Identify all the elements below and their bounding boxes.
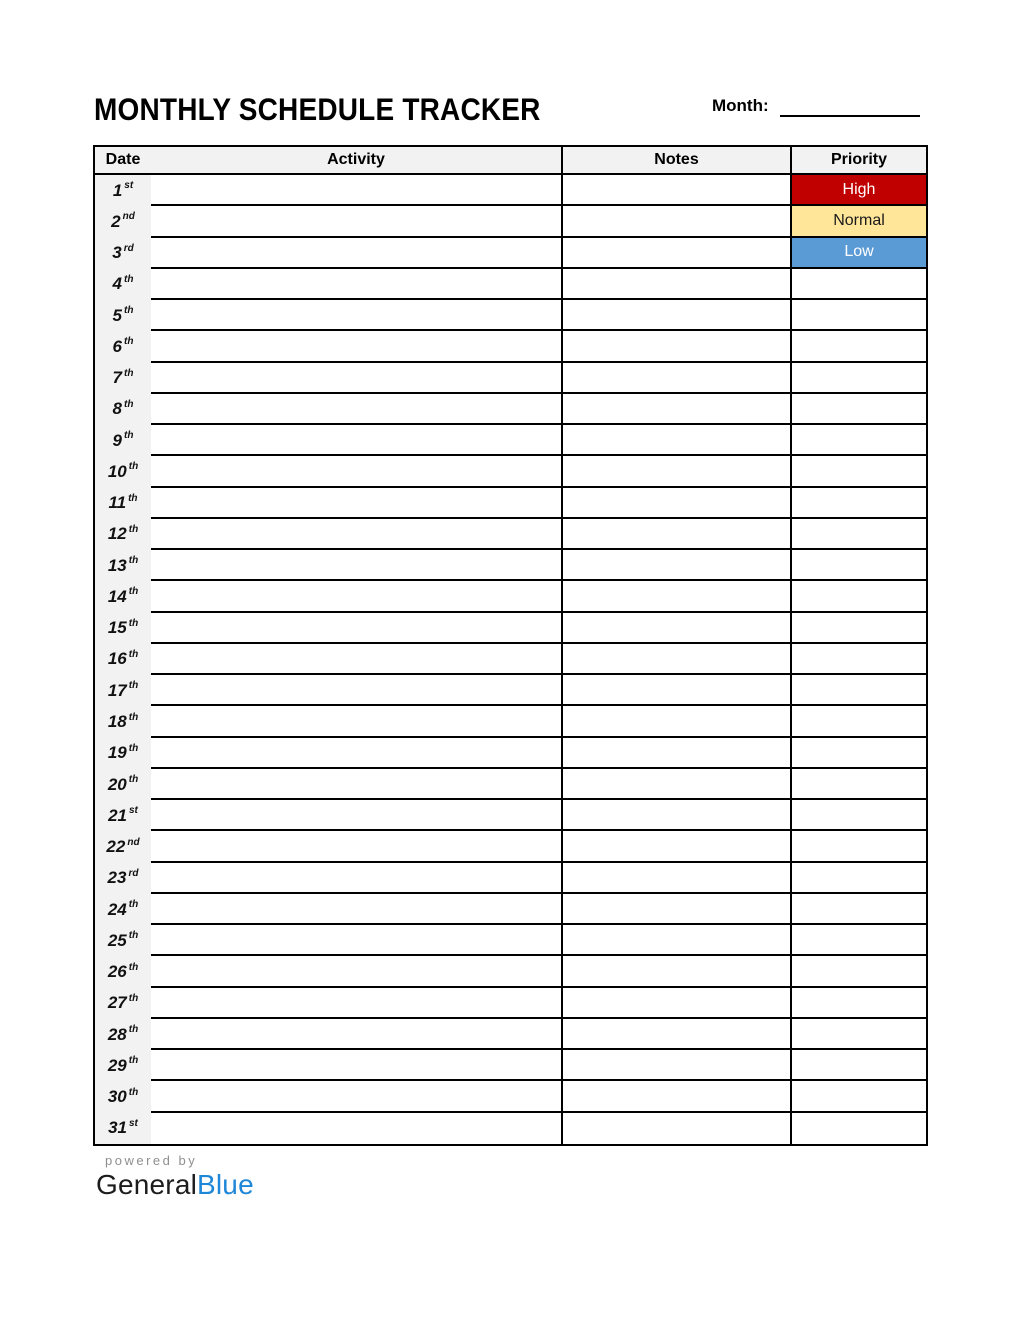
date-ordinal-suffix: th bbox=[128, 586, 139, 598]
notes-cell[interactable] bbox=[563, 1019, 792, 1050]
date-ordinal-suffix: th bbox=[128, 1024, 139, 1036]
date-ordinal-suffix: th bbox=[128, 461, 139, 473]
priority-cell[interactable] bbox=[792, 300, 926, 331]
notes-cell[interactable] bbox=[563, 863, 792, 894]
date-number: 29 bbox=[107, 1055, 127, 1075]
notes-cell[interactable] bbox=[563, 675, 792, 706]
table-header-row bbox=[95, 147, 926, 175]
notes-cell[interactable] bbox=[563, 394, 792, 425]
table-row bbox=[95, 769, 926, 800]
activity-cell[interactable] bbox=[151, 206, 563, 237]
date-cell bbox=[95, 425, 151, 456]
activity-cell[interactable] bbox=[151, 706, 563, 737]
date-cell bbox=[95, 394, 151, 425]
date-ordinal-suffix: th bbox=[128, 961, 139, 973]
date-ordinal-suffix: th bbox=[128, 774, 139, 786]
table-row bbox=[95, 1081, 926, 1112]
date-cell bbox=[95, 331, 151, 362]
activity-cell[interactable] bbox=[151, 800, 563, 831]
date-cell bbox=[95, 831, 151, 862]
date-number: 11 bbox=[108, 493, 127, 513]
date-ordinal-suffix: st bbox=[129, 1117, 138, 1129]
column-header-notes: Notes bbox=[563, 147, 792, 173]
date-number: 4 bbox=[112, 274, 122, 294]
notes-cell[interactable] bbox=[563, 269, 792, 300]
table-row bbox=[95, 1113, 926, 1144]
notes-cell[interactable] bbox=[563, 1050, 792, 1081]
notes-cell[interactable] bbox=[563, 613, 792, 644]
date-number: 22 bbox=[106, 837, 126, 857]
activity-cell[interactable] bbox=[151, 363, 563, 394]
date-cell bbox=[95, 206, 151, 237]
date-ordinal-suffix: rd bbox=[123, 242, 134, 254]
activity-cell[interactable] bbox=[151, 331, 563, 362]
priority-cell[interactable] bbox=[792, 456, 926, 487]
date-number: 5 bbox=[112, 305, 122, 325]
date-ordinal-suffix: th bbox=[128, 711, 139, 723]
table-body bbox=[95, 175, 926, 1144]
date-cell bbox=[95, 550, 151, 581]
date-number: 9 bbox=[112, 430, 122, 450]
priority-cell-low[interactable]: Low bbox=[792, 238, 926, 269]
date-cell bbox=[95, 675, 151, 706]
page-title: MONTHLY SCHEDULE TRACKER bbox=[94, 92, 541, 127]
priority-cell[interactable] bbox=[792, 394, 926, 425]
date-cell bbox=[95, 644, 151, 675]
date-ordinal-suffix: th bbox=[128, 492, 138, 504]
table-row bbox=[95, 519, 926, 550]
date-ordinal-suffix: th bbox=[124, 367, 134, 379]
notes-cell[interactable] bbox=[563, 738, 792, 769]
table-row bbox=[95, 206, 926, 237]
date-number: 18 bbox=[107, 712, 127, 731]
date-cell bbox=[95, 519, 151, 550]
activity-cell[interactable] bbox=[151, 456, 563, 487]
priority-cell[interactable] bbox=[792, 363, 926, 394]
priority-cell[interactable] bbox=[792, 675, 926, 706]
activity-cell[interactable] bbox=[151, 769, 563, 800]
table-row bbox=[95, 988, 926, 1019]
table-row bbox=[95, 425, 926, 456]
date-cell bbox=[95, 613, 151, 644]
date-cell bbox=[95, 1081, 151, 1112]
notes-cell[interactable] bbox=[563, 800, 792, 831]
notes-cell[interactable] bbox=[563, 769, 792, 800]
activity-cell[interactable] bbox=[151, 831, 563, 862]
table-row bbox=[95, 738, 926, 769]
logo-text-blue: Blue bbox=[197, 1169, 254, 1200]
table-row bbox=[95, 269, 926, 300]
activity-cell[interactable] bbox=[151, 1050, 563, 1081]
priority-cell[interactable] bbox=[792, 738, 926, 769]
date-number: 10 bbox=[107, 461, 127, 481]
notes-cell[interactable] bbox=[563, 831, 792, 862]
notes-cell[interactable] bbox=[563, 988, 792, 1019]
date-number: 25 bbox=[107, 930, 127, 950]
activity-cell[interactable] bbox=[151, 613, 563, 644]
date-ordinal-suffix: th bbox=[128, 742, 139, 754]
date-number: 2 bbox=[111, 211, 121, 231]
priority-cell-normal[interactable]: Normal bbox=[792, 206, 926, 237]
priority-cell-high[interactable]: High bbox=[792, 175, 926, 206]
date-cell bbox=[95, 456, 151, 487]
date-cell bbox=[95, 706, 151, 737]
activity-cell[interactable] bbox=[151, 300, 563, 331]
date-number: 1 bbox=[112, 180, 123, 200]
priority-cell[interactable] bbox=[792, 925, 926, 956]
date-ordinal-suffix: rd bbox=[128, 867, 139, 879]
table-row bbox=[95, 863, 926, 894]
date-ordinal-suffix: th bbox=[124, 273, 134, 285]
date-number: 21 bbox=[108, 805, 127, 825]
date-number: 8 bbox=[112, 399, 122, 419]
table-row bbox=[95, 394, 926, 425]
date-number: 17 bbox=[107, 680, 127, 700]
month-field bbox=[712, 95, 920, 117]
schedule-table bbox=[93, 145, 928, 1146]
table-row bbox=[95, 925, 926, 956]
date-ordinal-suffix: nd bbox=[127, 836, 140, 848]
date-number: 7 bbox=[112, 368, 122, 388]
table-row bbox=[95, 238, 926, 269]
date-cell bbox=[95, 269, 151, 300]
notes-cell[interactable] bbox=[563, 894, 792, 925]
activity-cell[interactable] bbox=[151, 894, 563, 925]
date-cell bbox=[95, 175, 151, 206]
date-ordinal-suffix: st bbox=[129, 805, 138, 817]
notes-cell[interactable] bbox=[563, 331, 792, 362]
date-number: 24 bbox=[107, 899, 127, 919]
activity-cell[interactable] bbox=[151, 863, 563, 894]
priority-cell[interactable] bbox=[792, 581, 926, 612]
activity-cell[interactable] bbox=[151, 956, 563, 987]
priority-cell[interactable] bbox=[792, 613, 926, 644]
priority-cell[interactable] bbox=[792, 769, 926, 800]
date-number: 26 bbox=[107, 962, 127, 982]
notes-cell[interactable] bbox=[563, 925, 792, 956]
table-row bbox=[95, 331, 926, 362]
activity-cell[interactable] bbox=[151, 425, 563, 456]
activity-cell[interactable] bbox=[151, 988, 563, 1019]
table-row bbox=[95, 1050, 926, 1081]
activity-cell[interactable] bbox=[151, 925, 563, 956]
priority-cell[interactable] bbox=[792, 988, 926, 1019]
date-cell bbox=[95, 238, 151, 269]
activity-cell[interactable] bbox=[151, 738, 563, 769]
notes-cell[interactable] bbox=[563, 550, 792, 581]
date-cell bbox=[95, 863, 151, 894]
date-ordinal-suffix: th bbox=[128, 555, 139, 567]
date-number: 3 bbox=[112, 243, 122, 263]
priority-cell[interactable] bbox=[792, 831, 926, 862]
activity-cell[interactable] bbox=[151, 644, 563, 675]
priority-cell[interactable] bbox=[792, 1081, 926, 1112]
activity-cell[interactable] bbox=[151, 550, 563, 581]
table-row bbox=[95, 456, 926, 487]
date-cell bbox=[95, 1019, 151, 1050]
table-row bbox=[95, 831, 926, 862]
priority-cell[interactable] bbox=[792, 894, 926, 925]
table-row bbox=[95, 1019, 926, 1050]
powered-by-text: powered by bbox=[105, 1153, 198, 1168]
priority-cell[interactable] bbox=[792, 331, 926, 362]
priority-cell[interactable] bbox=[792, 269, 926, 300]
date-ordinal-suffix: th bbox=[124, 305, 134, 317]
date-number: 20 bbox=[107, 774, 127, 794]
notes-cell[interactable] bbox=[563, 1113, 792, 1144]
date-number: 6 bbox=[112, 336, 122, 356]
date-cell bbox=[95, 894, 151, 925]
activity-cell[interactable] bbox=[151, 1019, 563, 1050]
priority-cell[interactable] bbox=[792, 1050, 926, 1081]
date-ordinal-suffix: th bbox=[128, 523, 139, 535]
date-cell bbox=[95, 1113, 151, 1144]
date-ordinal-suffix: th bbox=[128, 617, 139, 629]
priority-cell[interactable] bbox=[792, 1113, 926, 1144]
month-label: Month: bbox=[712, 96, 769, 115]
notes-cell[interactable] bbox=[563, 488, 792, 519]
date-cell bbox=[95, 800, 151, 831]
general-blue-logo bbox=[96, 1169, 254, 1201]
priority-cell[interactable] bbox=[792, 488, 926, 519]
date-number: 14 bbox=[107, 586, 127, 606]
date-ordinal-suffix: th bbox=[124, 430, 134, 442]
date-cell bbox=[95, 738, 151, 769]
date-number: 15 bbox=[107, 618, 127, 638]
activity-cell[interactable] bbox=[151, 1113, 563, 1144]
notes-cell[interactable] bbox=[563, 644, 792, 675]
priority-cell[interactable] bbox=[792, 550, 926, 581]
date-ordinal-suffix: th bbox=[128, 648, 139, 660]
notes-cell[interactable] bbox=[563, 519, 792, 550]
date-number: 28 bbox=[107, 1024, 127, 1044]
table-row bbox=[95, 644, 926, 675]
activity-cell[interactable] bbox=[151, 581, 563, 612]
date-cell bbox=[95, 769, 151, 800]
table-row bbox=[95, 800, 926, 831]
date-ordinal-suffix: th bbox=[128, 992, 139, 1004]
date-number: 19 bbox=[107, 743, 127, 763]
date-cell bbox=[95, 988, 151, 1019]
date-cell bbox=[95, 956, 151, 987]
activity-cell[interactable] bbox=[151, 1081, 563, 1112]
date-ordinal-suffix: th bbox=[124, 398, 134, 410]
date-cell bbox=[95, 363, 151, 394]
activity-cell[interactable] bbox=[151, 488, 563, 519]
date-cell bbox=[95, 581, 151, 612]
notes-cell[interactable] bbox=[563, 706, 792, 737]
month-input-line[interactable] bbox=[780, 97, 920, 117]
notes-cell[interactable] bbox=[563, 175, 792, 206]
notes-cell[interactable] bbox=[563, 206, 792, 237]
date-ordinal-suffix: th bbox=[128, 1055, 139, 1067]
column-header-date: Date bbox=[105, 151, 141, 168]
date-cell bbox=[95, 1050, 151, 1081]
date-ordinal-suffix: th bbox=[128, 930, 139, 942]
priority-cell[interactable] bbox=[792, 1019, 926, 1050]
date-ordinal-suffix: th bbox=[128, 680, 139, 692]
priority-cell[interactable] bbox=[792, 644, 926, 675]
notes-cell[interactable] bbox=[563, 956, 792, 987]
activity-cell[interactable] bbox=[151, 519, 563, 550]
date-ordinal-suffix: th bbox=[124, 336, 134, 348]
date-number: 23 bbox=[107, 868, 127, 888]
table-row bbox=[95, 550, 926, 581]
notes-cell[interactable] bbox=[563, 238, 792, 269]
date-number: 27 bbox=[107, 993, 127, 1013]
table-row bbox=[95, 613, 926, 644]
date-cell bbox=[95, 925, 151, 956]
date-number: 30 bbox=[107, 1087, 127, 1107]
notes-cell[interactable] bbox=[563, 581, 792, 612]
table-row bbox=[95, 675, 926, 706]
table-row bbox=[95, 956, 926, 987]
priority-cell[interactable] bbox=[792, 706, 926, 737]
date-number: 16 bbox=[107, 649, 127, 669]
date-cell bbox=[95, 300, 151, 331]
table-row bbox=[95, 706, 926, 737]
date-ordinal-suffix: th bbox=[128, 899, 139, 911]
activity-cell[interactable] bbox=[151, 675, 563, 706]
table-row bbox=[95, 488, 926, 519]
priority-cell[interactable] bbox=[792, 800, 926, 831]
activity-cell[interactable] bbox=[151, 175, 563, 206]
notes-cell[interactable] bbox=[563, 1081, 792, 1112]
priority-cell[interactable] bbox=[792, 956, 926, 987]
table-row bbox=[95, 300, 926, 331]
date-ordinal-suffix: st bbox=[124, 180, 134, 192]
column-header-priority: Priority bbox=[830, 151, 887, 168]
date-ordinal-suffix: nd bbox=[122, 211, 135, 223]
logo-text-general: General bbox=[96, 1169, 198, 1200]
activity-cell[interactable] bbox=[151, 238, 563, 269]
table-row bbox=[95, 581, 926, 612]
priority-cell[interactable] bbox=[792, 425, 926, 456]
table-row bbox=[95, 894, 926, 925]
table-row bbox=[95, 363, 926, 394]
date-number: 31 bbox=[108, 1118, 127, 1138]
date-cell bbox=[95, 488, 151, 519]
date-number: 13 bbox=[107, 555, 127, 575]
priority-cell[interactable] bbox=[792, 863, 926, 894]
notes-cell[interactable] bbox=[563, 300, 792, 331]
activity-cell[interactable] bbox=[151, 394, 563, 425]
activity-cell[interactable] bbox=[151, 269, 563, 300]
column-header-activity: Activity bbox=[151, 147, 563, 173]
date-ordinal-suffix: th bbox=[128, 1086, 139, 1098]
table-row bbox=[95, 175, 926, 206]
notes-cell[interactable] bbox=[563, 456, 792, 487]
priority-cell[interactable] bbox=[792, 519, 926, 550]
notes-cell[interactable] bbox=[563, 363, 792, 394]
date-number: 12 bbox=[107, 524, 127, 544]
notes-cell[interactable] bbox=[563, 425, 792, 456]
